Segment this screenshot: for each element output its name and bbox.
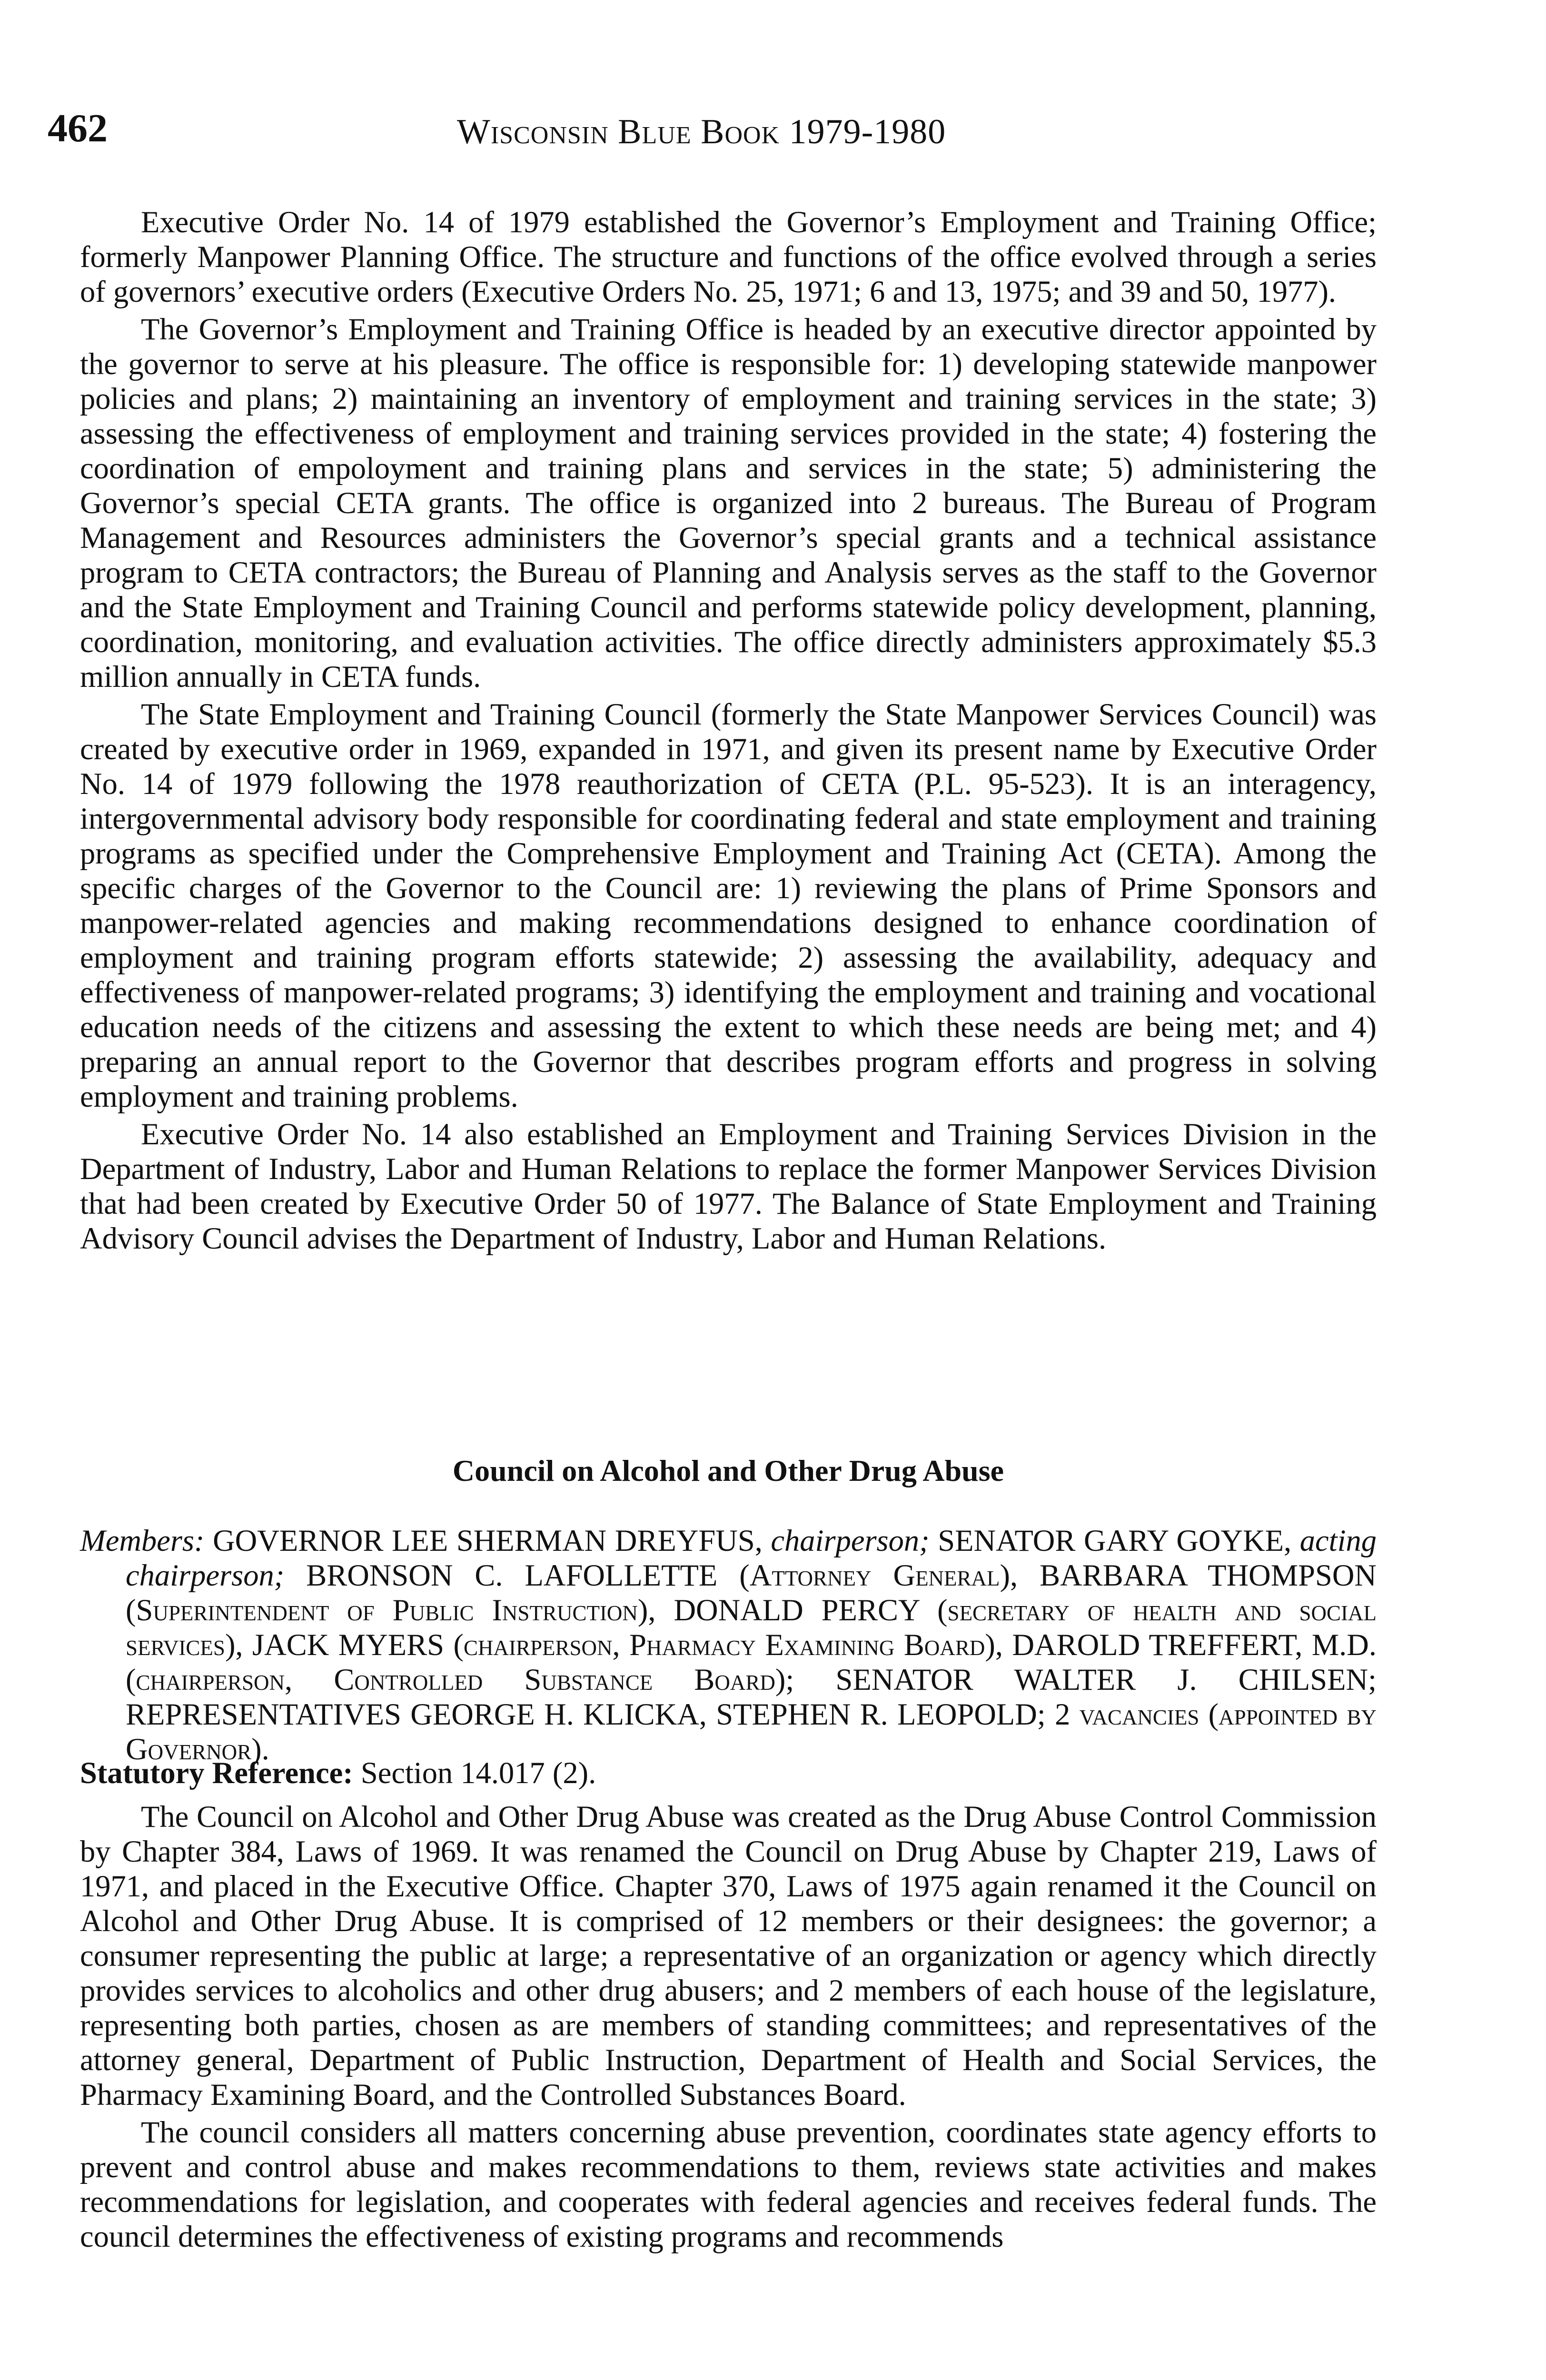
chairperson-role: chairperson; xyxy=(771,1524,930,1557)
section-title: Council on Alcohol and Other Drug Abuse xyxy=(452,1454,1004,1488)
paragraph: Executive Order No. 14 also established an Employment and Training Services Division in the Department of Industry, Labor and Human Relations to replace the former Manpower Services Division that had been created by Executive Order 50 of 1977. The Balance of State Employment and Training Advisory Council advises the Department of Industry, Labor and Human Relations. xyxy=(80,1117,1377,1255)
employment-training-section xyxy=(80,205,1377,1259)
members-list xyxy=(80,1523,1377,1766)
acting-chairperson-role: acting chairperson; xyxy=(126,1524,1377,1592)
statutory-value: Section 14.017 (2). xyxy=(360,1756,596,1790)
council-description xyxy=(80,1799,1377,2257)
page-number: 462 xyxy=(48,106,108,150)
paragraph: The State Employment and Training Council (formerly the State Manpower Services Council) was created by executive order in 1969, expanded in 1971, and given its present name by Executive Order No. 14 of 1979 following the 1978 reauthorization of CETA (P.L. 95-523). It is an interagency, intergovernmental advisory body responsible for coordinating federal and state employment and training programs as specified under the Comprehensive Employment and Training Act (CETA). Among the specific charges of the Governor to the Council are: 1) reviewing the plans of Prime Sponsors and manpower-related agencies and making recommendations designed to enhance coordination of employment and training program efforts statewide; 2) assessing the availability, adequacy and effectiveness of manpower-related programs; 3) identifying the employment and training and vocational education needs of the citizens and assessing the extent to which these needs are being met; and 4) preparing an annual report to the Governor that describes program efforts and progress in solving employment and training problems. xyxy=(80,697,1377,1113)
paragraph: The council considers all matters concerning abuse prevention, coordinates state agency efforts to prevent and control abuse and makes recommendations to them, reviews state activities and makes recommendations for legislation, and cooperates with federal agencies and receives federal funds. The council determines the effectiveness of existing programs and recommends xyxy=(80,2115,1377,2253)
statutory-label: Statutory Reference: xyxy=(80,1756,353,1790)
running-head: Wisconsin Blue Book 1979-1980 xyxy=(457,112,946,151)
members-label: Members: xyxy=(80,1524,205,1557)
paragraph: The Council on Alcohol and Other Drug Abuse was created as the Drug Abuse Control Commission by Chapter 384, Laws of 1969. It was renamed the Council on Drug Abuse by Chapter 219, Laws of 1971, and placed in the Executive Office. Chapter 370, Laws of 1975 again renamed it the Council on Alcohol and Other Drug Abuse. It is comprised of 12 members or their designees: the governor; a consumer representing the public at large; a representative of an organization or agency which directly provides services to alcoholics and other drug abusers; and 2 members of each house of the legislature, representing both parties, chosen as are members of standing committees; and representatives of the attorney general, Department of Public Instruction, Department of Health and Social Services, the Pharmacy Examining Board, and the Controlled Substances Board. xyxy=(80,1800,1377,2112)
statutory-reference xyxy=(80,1755,1377,1790)
paragraph: Executive Order No. 14 of 1979 established the Governor’s Employment and Training Office; formerly Manpower Planning Office. The structure and functions of the office evolved through a series of governors’ executive orders (Executive Orders No. 25, 1971; 6 and 13, 1975; and 39 and 50, 1977). xyxy=(80,205,1377,308)
members-governor: GOVERNOR LEE SHERMAN DREYFUS, xyxy=(213,1524,763,1557)
paragraph: The Governor’s Employment and Training Office is headed by an executive director appointed by the governor to serve at his pleasure. The office is responsible for: 1) developing statewide manpower policies and plans; 2) maintaining an inventory of employment and training services in the state; 3) assessing the effectiveness of employment and training services provided in the state; 4) fostering the coordination of empoloyment and training plans and services in the state; 5) administering the Governor’s special CETA grants. The office is organized into 2 bureaus. The Bureau of Program Management and Resources administers the Governor’s special grants and a technical assistance program to CETA contractors; the Bureau of Planning and Analysis serves as the staff to the Governor and the State Employment and Training Council and performs statewide policy development, planning, coordination, monitoring, and evaluation activities. The office directly administers approximately $5.3 million annually in CETA funds. xyxy=(80,312,1377,694)
members-rest: BRONSON C. LAFOLLETTE (Attorney General), BARBARA THOMPSON (Superintendent of Public Instruction), DONALD PERCY (secretary of health and social services), JACK MYERS (chairperson, Pharmacy Examining Board), DAROLD TREFFERT, M.D. (chairperson, Controlled Substance Board); SENATOR WALTER J. CHILSEN; REPRESENTATIVES GEORGE H. KLICKA, STEPHEN R. LEOPOLD; 2 vacancies (appointed by Governor). xyxy=(126,1558,1377,1766)
members-senator: SENATOR GARY GOYKE, xyxy=(938,1524,1292,1557)
